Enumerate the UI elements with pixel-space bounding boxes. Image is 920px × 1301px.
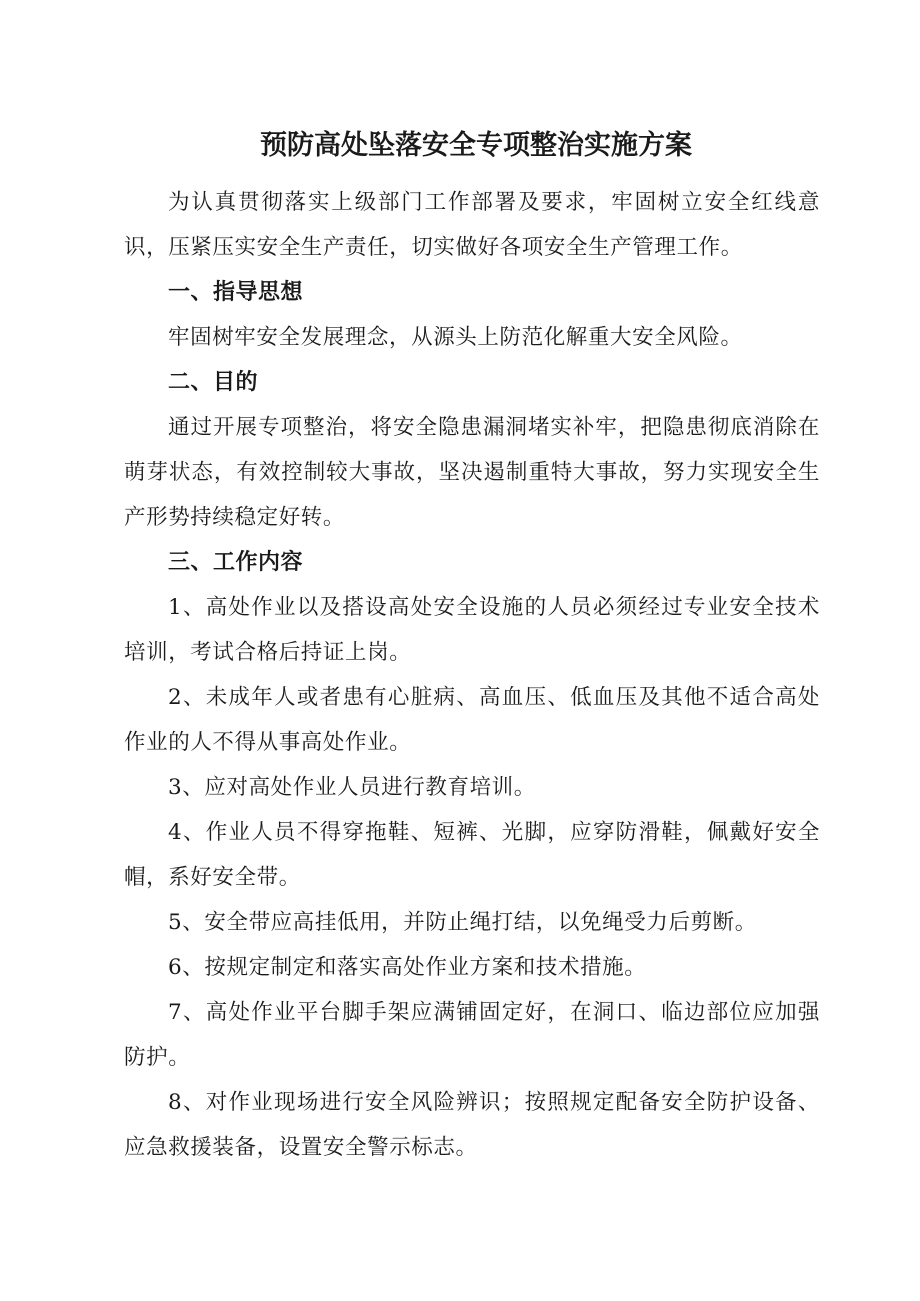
- list-item: 7、高处作业平台脚手架应满铺固定好，在洞口、临边部位应加强防护。: [124, 1000, 820, 1070]
- intro-paragraph: 为认真贯彻落实上级部门工作部署及要求，牢固树立安全红线意识，压紧压实安全生产责任，切实做好各项安全生产管理工作。: [124, 190, 820, 260]
- section-heading-purpose: 二、目的: [168, 370, 259, 395]
- list-item: 8、对作业现场进行安全风险辨识；按照规定配备安全防护设备、应急救援装备，设置安全警示标志。: [124, 1090, 820, 1160]
- section-heading-work-content: 三、工作内容: [168, 550, 304, 575]
- section-heading-guiding-ideology: 一、指导思想: [168, 280, 304, 305]
- list-item: 2、未成年人或者患有心脏病、高血压、低血压及其他不适合高处作业的人不得从事高处作业。: [124, 685, 820, 755]
- list-item: 4、作业人员不得穿拖鞋、短裤、光脚，应穿防滑鞋，佩戴好安全帽，系好安全带。: [124, 820, 820, 890]
- list-item: 1、高处作业以及搭设高处安全设施的人员必须经过专业安全技术培训，考试合格后持证上岗。: [124, 595, 820, 665]
- list-item: 5、安全带应高挂低用，并防止绳打结，以免绳受力后剪断。: [168, 910, 757, 935]
- list-item: 6、按规定制定和落实高处作业方案和技术措施。: [168, 955, 647, 980]
- document-title: 预防高处坠落安全专项整治实施方案: [260, 130, 692, 161]
- list-item: 3、应对高处作业人员进行教育培训。: [168, 775, 536, 800]
- section-paragraph: 通过开展专项整治，将安全隐患漏洞堵实补牢，把隐患彻底消除在萌芽状态，有效控制较大事故，坚决遏制重特大事故，努力实现安全生产形势持续稳定好转。: [124, 415, 820, 530]
- section-paragraph: 牢固树牢安全发展理念，从源头上防范化解重大安全风险。: [168, 325, 743, 350]
